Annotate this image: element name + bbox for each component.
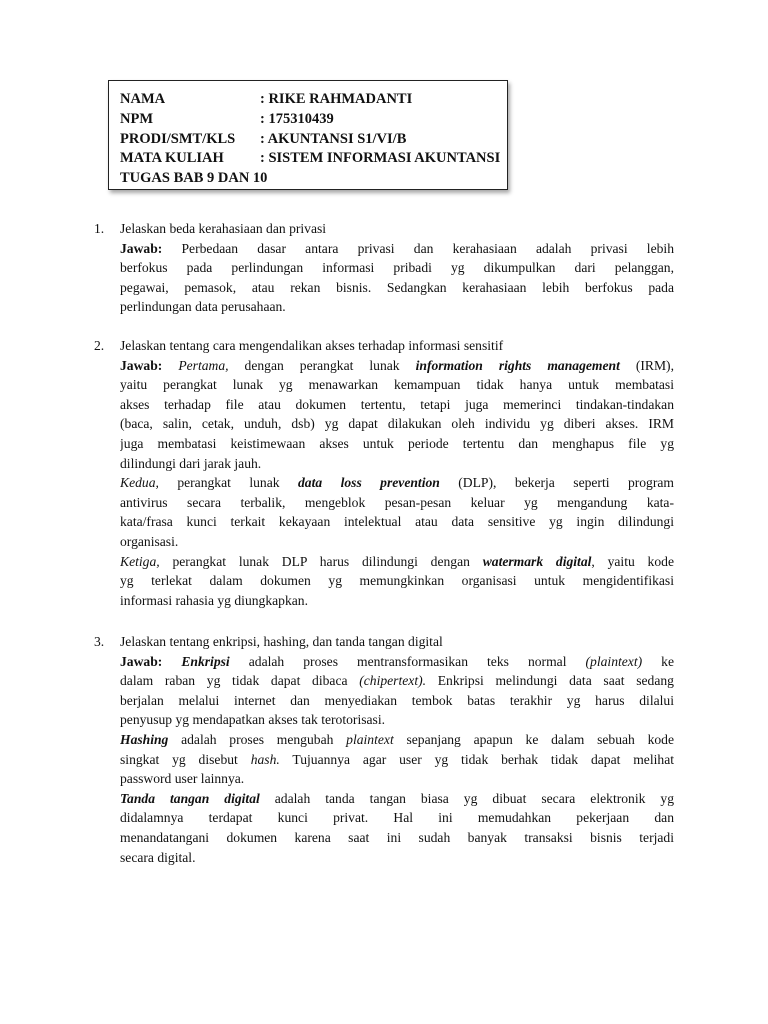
answer-text: adalah tanda tangan biasa yg dibuat secara elektronik yg [259,790,674,806]
answer-line: perlindungan data perusahaan. [120,299,286,315]
prodi-label: PRODI/SMT/KLS [120,131,236,147]
question-3-body [120,632,674,867]
answer-line [120,356,674,376]
answer-line [120,671,674,691]
hash-term: hash. [250,751,280,767]
nama-value: : RIKE RAHMADANTI [260,91,413,107]
answer-line [120,750,674,770]
question-number: 3. [94,634,105,649]
answer-line: dilindungi dari jarak jauh. [120,455,262,471]
answer-line: password user lainnya. [120,771,245,787]
jawab-label: Jawab: [120,357,163,373]
nama-label: NAMA [120,91,166,107]
answer-line: penyusup yg mendapatkan akses tak terotorisasi. [120,712,386,728]
answer-line: yaitu perangkat lunak yg menawarkan kemampuan tidak hanya untuk membatasi [120,377,674,393]
answer-line [120,789,674,809]
question-2-body [120,336,674,610]
question-text: Jelaskan tentang enkripsi, hashing, dan tanda tangan digital [120,634,443,649]
npm-label: NPM [120,111,154,127]
hashing-term: Hashing [120,731,169,747]
question-text: Jelaskan tentang cara mengendalikan akses terhadap informasi sensitif [120,338,504,353]
plaintext-term: plaintext [346,731,394,747]
answer-line: juga membatasi keistimewaan akses untuk periode tertentu dan menghapus file yg [120,435,674,451]
answer-line: berjalan melalui internet dan menyediakan tembok batas terakhir yg harus dilalui [120,692,674,708]
answer-line [120,473,674,493]
answer-line: (baca, salin, cetak, unduh, dsb) yg dapat dilakukan oleh individu yg diberi akses. IRM [120,416,674,432]
answer-line: berfokus pada perlindungan informasi pribadi yg dikumpulkan dari pelanggan, [120,260,674,276]
answer-line: kata/frasa kunci terkait kekayaan intelektual atau data sensitive yg ingin dilindungi [120,514,674,530]
answer-text: adalah proses mentransformasikan teks normal [229,653,586,669]
question-1-body [120,219,674,317]
question-number: 2. [94,338,105,353]
dlp-term: data loss prevention [297,475,440,491]
prodi-value: : AKUNTANSI S1/VI/B [260,131,407,147]
answer-line: menandatangani dokumen karena saat ini sudah banyak transaksi bisnis terjadi [120,829,674,845]
answer-line [120,730,674,750]
answer-text: dengan perangkat lunak [228,357,416,373]
answer-text: dalam raban yg tidak dapat dibaca [120,673,360,689]
tugas-label: TUGAS BAB 9 DAN 10 [120,170,268,186]
answer-text: (IRM), [619,357,674,373]
question-text: Jelaskan beda kerahasiaan dan privasi [120,221,327,236]
answer-text: , yaitu kode [591,553,674,569]
answer-text: singkat yg disebut [120,751,251,767]
npm-value: : 175310439 [260,111,334,127]
answer-text: perangkat lunak DLP harus dilindungi dengan [159,553,483,569]
answer-line: informasi rahasia yg diungkapkan. [120,592,308,608]
matkul-value: : SISTEM INFORMASI AKUNTANSI [260,150,501,166]
answer-line: pegawai, pemasok, atau rekan bisnis. Sedangkan kerahasiaan lebih berfokus pada [120,279,674,295]
chipertext-term: (chipertext). [359,673,427,689]
question-number: 1. [94,221,105,236]
answer-line [120,239,674,259]
answer-line: didalamnya terdapat kunci privat. Hal ini memudahkan pekerjaan dan [120,810,674,826]
answer-line: yg terlekat dalam dokumen yg memungkinkan organisasi untuk mengidentifikasi [120,573,674,589]
enkripsi-term: Enkripsi [181,653,230,669]
watermark-term: watermark digital [482,553,592,569]
irm-term: information rights management [415,357,620,373]
answer-text: Tujuannya agar user yg tidak berhak tidak dapat melihat [279,751,674,767]
tanda-tangan-digital-term: Tanda tangan digital [120,790,260,806]
student-info-box [108,80,508,190]
answer-line: akses terhadap file atau dokumen tertentu, tetapi juga memerinci tindakan-tindakan [120,396,674,412]
answer-text: Perbedaan dasar antara privasi dan kerahasiaan adalah privasi lebih [162,240,674,256]
matkul-label: MATA KULIAH [120,150,224,166]
answer-line: antivirus secara terbalik, mengeblok pesan-pesan keluar yg mengandung kata- [120,494,674,510]
kedua-label: Kedua, [120,475,159,491]
ketiga-label: Ketiga, [120,553,160,569]
answer-text: adalah proses mengubah [168,731,347,747]
answer-text: Enkripsi melindungi data saat sedang [426,673,674,689]
answer-line: secara digital. [120,849,196,865]
pertama-label: Pertama, [178,357,229,373]
answer-text: (DLP), bekerja seperti program [439,475,674,491]
answer-text: perangkat lunak [158,475,298,491]
answer-text: sepanjang apapun ke dalam sebuah kode [393,731,674,747]
jawab-label: Jawab: [120,653,163,669]
answer-line: organisasi. [120,533,179,549]
jawab-label: Jawab: [120,240,163,256]
answer-line [120,652,674,672]
answer-line [120,552,674,572]
answer-text: ke [642,653,674,669]
plaintext-term: (plaintext) [585,653,643,669]
